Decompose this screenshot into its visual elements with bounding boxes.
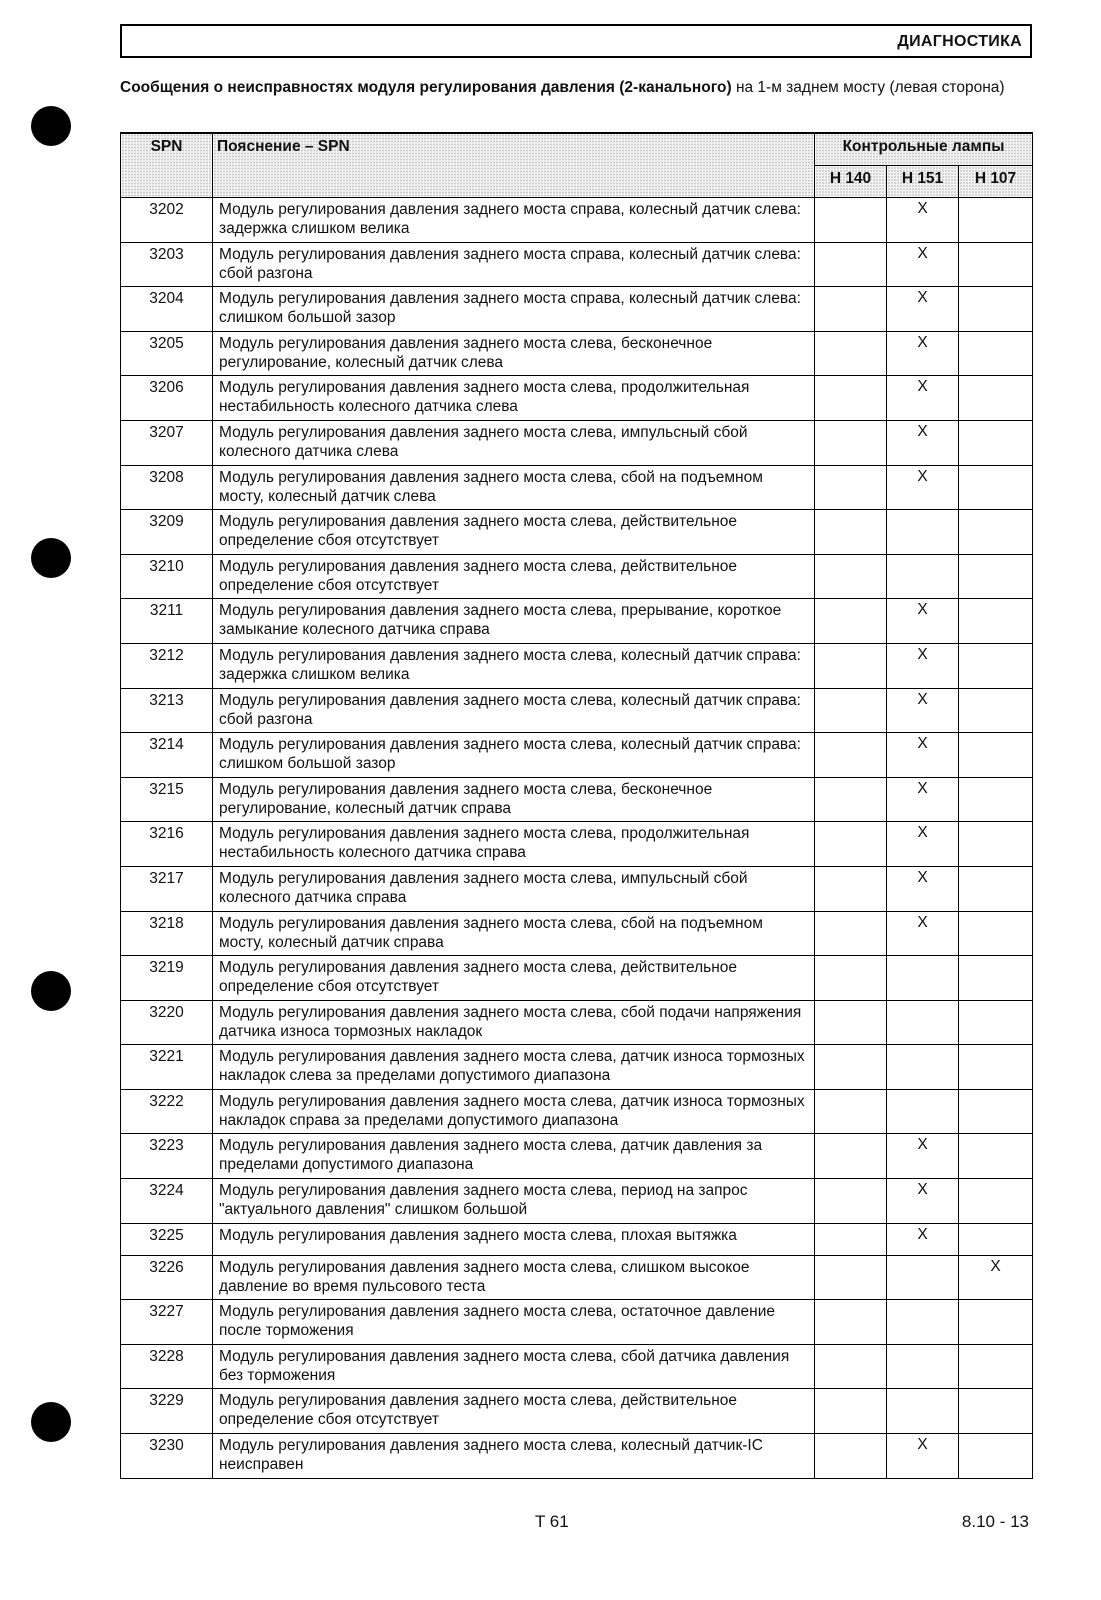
explanation-cell: Модуль регулирования давления заднего моста справа, колесный датчик слева: сбой разгона — [213, 242, 815, 287]
lamp-h107-cell — [959, 822, 1033, 867]
lamp-h107-cell — [959, 688, 1033, 733]
explanation-cell: Модуль регулирования давления заднего моста слева, сбой датчика давления без торможения — [213, 1344, 815, 1389]
explanation-cell: Модуль регулирования давления заднего моста слева, колесный датчик справа: сбой разгона — [213, 688, 815, 733]
lamp-h140-cell — [815, 1300, 887, 1345]
lamp-h140-cell — [815, 376, 887, 421]
footer-page-number: 8.10 - 13 — [961, 1512, 1029, 1531]
spn-cell: 3216 — [121, 822, 213, 867]
table-row — [121, 1344, 1033, 1389]
explanation-cell: Модуль регулирования давления заднего моста слева, датчик давления за пределами допустимого диапазона — [213, 1134, 815, 1179]
lamp-h151-cell: X — [887, 198, 959, 243]
table-row — [121, 599, 1033, 644]
fault-code-table — [120, 132, 1033, 1479]
spn-cell: 3219 — [121, 956, 213, 1001]
explanation-cell: Модуль регулирования давления заднего моста слева, колесный датчик справа: задержка слишком велика — [213, 643, 815, 688]
lamp-h140-cell — [815, 1045, 887, 1090]
lamp-h140-cell — [815, 733, 887, 778]
lamp-h151-cell — [887, 510, 959, 555]
lamp-h151-cell: X — [887, 376, 959, 421]
page-header — [120, 24, 1032, 58]
table-row — [121, 1134, 1033, 1179]
table-row — [121, 1389, 1033, 1434]
lamp-h140-cell — [815, 331, 887, 376]
lamp-h107-cell — [959, 287, 1033, 332]
col-header-explanation: Пояснение – SPN — [213, 133, 815, 198]
lamp-h140-cell — [815, 643, 887, 688]
explanation-cell: Модуль регулирования давления заднего моста слева, слишком высокое давление во время пульсового теста — [213, 1255, 815, 1300]
col-header-h107: H 107 — [959, 166, 1033, 198]
table-body — [121, 198, 1033, 1479]
lamp-h151-cell: X — [887, 331, 959, 376]
lamp-h151-cell: X — [887, 287, 959, 332]
binder-hole — [31, 1402, 71, 1442]
lamp-h140-cell — [815, 242, 887, 287]
table-row — [121, 198, 1033, 243]
spn-cell: 3212 — [121, 643, 213, 688]
lamp-h151-cell: X — [887, 242, 959, 287]
spn-cell: 3211 — [121, 599, 213, 644]
lamp-h140-cell — [815, 1089, 887, 1134]
lamp-h140-cell — [815, 822, 887, 867]
lamp-h107-cell — [959, 1134, 1033, 1179]
lamp-h107-cell — [959, 866, 1033, 911]
binder-hole — [31, 538, 71, 578]
section-intro — [120, 78, 1032, 97]
explanation-cell: Модуль регулирования давления заднего моста слева, продолжительная нестабильность колесного датчика справа — [213, 822, 815, 867]
spn-cell: 3207 — [121, 420, 213, 465]
lamp-h140-cell — [815, 1223, 887, 1255]
explanation-cell: Модуль регулирования давления заднего моста слева, колесный датчик-IC неисправен — [213, 1434, 815, 1479]
table-row — [121, 242, 1033, 287]
lamp-h107-cell: X — [959, 1255, 1033, 1300]
explanation-cell: Модуль регулирования давления заднего моста слева, действительное определение сбоя отсутствует — [213, 510, 815, 555]
spn-cell: 3202 — [121, 198, 213, 243]
explanation-cell: Модуль регулирования давления заднего моста слева, сбой подачи напряжения датчика износа тормозных накладок — [213, 1000, 815, 1045]
spn-cell: 3221 — [121, 1045, 213, 1090]
lamp-h140-cell — [815, 866, 887, 911]
explanation-cell: Модуль регулирования давления заднего моста слева, датчик износа тормозных накладок справа за пределами допустимого диапазона — [213, 1089, 815, 1134]
table-row — [121, 643, 1033, 688]
lamp-h140-cell — [815, 911, 887, 956]
lamp-h107-cell — [959, 198, 1033, 243]
intro-bold: Сообщения о неисправностях модуля регулирования давления (2-канального) — [120, 79, 732, 96]
lamp-h140-cell — [815, 1134, 887, 1179]
spn-cell: 3213 — [121, 688, 213, 733]
spn-cell: 3215 — [121, 777, 213, 822]
table-row — [121, 866, 1033, 911]
table-row — [121, 465, 1033, 510]
lamp-h151-cell: X — [887, 866, 959, 911]
explanation-cell: Модуль регулирования давления заднего моста справа, колесный датчик слева: задержка слишком велика — [213, 198, 815, 243]
table-row — [121, 733, 1033, 778]
lamp-h151-cell — [887, 1255, 959, 1300]
explanation-cell: Модуль регулирования давления заднего моста слева, период на запрос "актуального давления" слишком большой — [213, 1179, 815, 1224]
binder-hole — [31, 971, 71, 1011]
table-row — [121, 376, 1033, 421]
col-header-h151: H 151 — [887, 166, 959, 198]
table-row — [121, 911, 1033, 956]
lamp-h107-cell — [959, 911, 1033, 956]
table-row — [121, 331, 1033, 376]
explanation-cell: Модуль регулирования давления заднего моста слева, колесный датчик справа: слишком большой зазор — [213, 733, 815, 778]
lamp-h107-cell — [959, 510, 1033, 555]
explanation-cell: Модуль регулирования давления заднего моста слева, сбой на подъемном мосту, колесный датчик слева — [213, 465, 815, 510]
lamp-h151-cell: X — [887, 1179, 959, 1224]
table-row — [121, 287, 1033, 332]
header-title: ДИАГНОСТИКА — [897, 33, 1022, 50]
lamp-h140-cell — [815, 554, 887, 599]
explanation-cell: Модуль регулирования давления заднего моста слева, действительное определение сбоя отсутствует — [213, 956, 815, 1001]
lamp-h151-cell: X — [887, 643, 959, 688]
table-row — [121, 777, 1033, 822]
table-row — [121, 822, 1033, 867]
spn-cell: 3228 — [121, 1344, 213, 1389]
spn-cell: 3208 — [121, 465, 213, 510]
spn-cell: 3226 — [121, 1255, 213, 1300]
lamp-h107-cell — [959, 242, 1033, 287]
lamp-h151-cell: X — [887, 420, 959, 465]
spn-cell: 3205 — [121, 331, 213, 376]
lamp-h151-cell — [887, 1300, 959, 1345]
spn-cell: 3230 — [121, 1434, 213, 1479]
spn-cell: 3204 — [121, 287, 213, 332]
lamp-h151-cell — [887, 1000, 959, 1045]
table-row — [121, 554, 1033, 599]
spn-cell: 3218 — [121, 911, 213, 956]
table-row — [121, 1045, 1033, 1090]
lamp-h140-cell — [815, 1179, 887, 1224]
lamp-h107-cell — [959, 1344, 1033, 1389]
lamp-h107-cell — [959, 1389, 1033, 1434]
explanation-cell: Модуль регулирования давления заднего моста слева, прерывание, короткое замыкание колесного датчика справа — [213, 599, 815, 644]
lamp-h140-cell — [815, 688, 887, 733]
lamp-h140-cell — [815, 287, 887, 332]
col-header-h140: H 140 — [815, 166, 887, 198]
lamp-h107-cell — [959, 1045, 1033, 1090]
lamp-h107-cell — [959, 465, 1033, 510]
lamp-h107-cell — [959, 420, 1033, 465]
lamp-h107-cell — [959, 1223, 1033, 1255]
lamp-h151-cell: X — [887, 1134, 959, 1179]
lamp-h151-cell — [887, 1344, 959, 1389]
lamp-h107-cell — [959, 956, 1033, 1001]
lamp-h140-cell — [815, 465, 887, 510]
spn-cell: 3224 — [121, 1179, 213, 1224]
table-row — [121, 688, 1033, 733]
explanation-cell: Модуль регулирования давления заднего моста слева, импульсный сбой колесного датчика слева — [213, 420, 815, 465]
lamp-h151-cell: X — [887, 688, 959, 733]
lamp-h107-cell — [959, 1000, 1033, 1045]
spn-cell: 3225 — [121, 1223, 213, 1255]
table-row — [121, 420, 1033, 465]
lamp-h107-cell — [959, 331, 1033, 376]
table-row — [121, 1300, 1033, 1345]
lamp-h107-cell — [959, 643, 1033, 688]
spn-cell: 3214 — [121, 733, 213, 778]
table-row — [121, 510, 1033, 555]
lamp-h107-cell — [959, 777, 1033, 822]
lamp-h140-cell — [815, 1344, 887, 1389]
lamp-h107-cell — [959, 1300, 1033, 1345]
lamp-h107-cell — [959, 1089, 1033, 1134]
lamp-h140-cell — [815, 510, 887, 555]
explanation-cell: Модуль регулирования давления заднего моста слева, действительное определение сбоя отсутствует — [213, 554, 815, 599]
lamp-h151-cell: X — [887, 1223, 959, 1255]
table-row — [121, 1089, 1033, 1134]
spn-cell: 3227 — [121, 1300, 213, 1345]
explanation-cell: Модуль регулирования давления заднего моста справа, колесный датчик слева: слишком большой зазор — [213, 287, 815, 332]
lamp-h140-cell — [815, 1000, 887, 1045]
lamp-h107-cell — [959, 1434, 1033, 1479]
spn-cell: 3223 — [121, 1134, 213, 1179]
lamp-h151-cell — [887, 956, 959, 1001]
explanation-cell: Модуль регулирования давления заднего моста слева, бесконечное регулирование, колесный датчик справа — [213, 777, 815, 822]
explanation-cell: Модуль регулирования давления заднего моста слева, продолжительная нестабильность колесного датчика слева — [213, 376, 815, 421]
lamp-h151-cell — [887, 1389, 959, 1434]
lamp-h107-cell — [959, 733, 1033, 778]
lamp-h107-cell — [959, 1179, 1033, 1224]
spn-cell: 3210 — [121, 554, 213, 599]
explanation-cell: Модуль регулирования давления заднего моста слева, бесконечное регулирование, колесный датчик слева — [213, 331, 815, 376]
table-row — [121, 1000, 1033, 1045]
explanation-cell: Модуль регулирования давления заднего моста слева, датчик износа тормозных накладок слева за пределами допустимого диапазона — [213, 1045, 815, 1090]
col-header-lamps: Контрольные лампы — [815, 133, 1033, 166]
lamp-h140-cell — [815, 956, 887, 1001]
lamp-h151-cell: X — [887, 1434, 959, 1479]
lamp-h140-cell — [815, 420, 887, 465]
spn-cell: 3229 — [121, 1389, 213, 1434]
table-row — [121, 1179, 1033, 1224]
lamp-h151-cell: X — [887, 733, 959, 778]
lamp-h107-cell — [959, 554, 1033, 599]
lamp-h140-cell — [815, 1389, 887, 1434]
col-header-spn: SPN — [121, 133, 213, 198]
lamp-h151-cell — [887, 1045, 959, 1090]
explanation-cell: Модуль регулирования давления заднего моста слева, действительное определение сбоя отсутствует — [213, 1389, 815, 1434]
footer-model: T 61 — [535, 1512, 569, 1531]
table-row — [121, 1434, 1033, 1479]
lamp-h151-cell: X — [887, 777, 959, 822]
lamp-h151-cell — [887, 1089, 959, 1134]
explanation-cell: Модуль регулирования давления заднего моста слева, остаточное давление после торможения — [213, 1300, 815, 1345]
lamp-h151-cell: X — [887, 599, 959, 644]
table-row — [121, 1255, 1033, 1300]
lamp-h140-cell — [815, 599, 887, 644]
table-row — [121, 956, 1033, 1001]
spn-cell: 3222 — [121, 1089, 213, 1134]
spn-cell: 3220 — [121, 1000, 213, 1045]
explanation-cell: Модуль регулирования давления заднего моста слева, импульсный сбой колесного датчика справа — [213, 866, 815, 911]
table-row — [121, 1223, 1033, 1255]
spn-cell: 3217 — [121, 866, 213, 911]
explanation-cell: Модуль регулирования давления заднего моста слева, сбой на подъемном мосту, колесный датчик справа — [213, 911, 815, 956]
spn-cell: 3203 — [121, 242, 213, 287]
explanation-cell: Модуль регулирования давления заднего моста слева, плохая вытяжка — [213, 1223, 815, 1255]
lamp-h107-cell — [959, 376, 1033, 421]
lamp-h140-cell — [815, 198, 887, 243]
binder-hole — [31, 106, 71, 146]
lamp-h140-cell — [815, 1255, 887, 1300]
spn-cell: 3206 — [121, 376, 213, 421]
lamp-h151-cell: X — [887, 911, 959, 956]
lamp-h151-cell: X — [887, 465, 959, 510]
lamp-h151-cell — [887, 554, 959, 599]
spn-cell: 3209 — [121, 510, 213, 555]
lamp-h151-cell: X — [887, 822, 959, 867]
intro-rest: на 1-м заднем мосту (левая сторона) — [731, 79, 1005, 96]
lamp-h107-cell — [959, 599, 1033, 644]
lamp-h140-cell — [815, 1434, 887, 1479]
lamp-h140-cell — [815, 777, 887, 822]
